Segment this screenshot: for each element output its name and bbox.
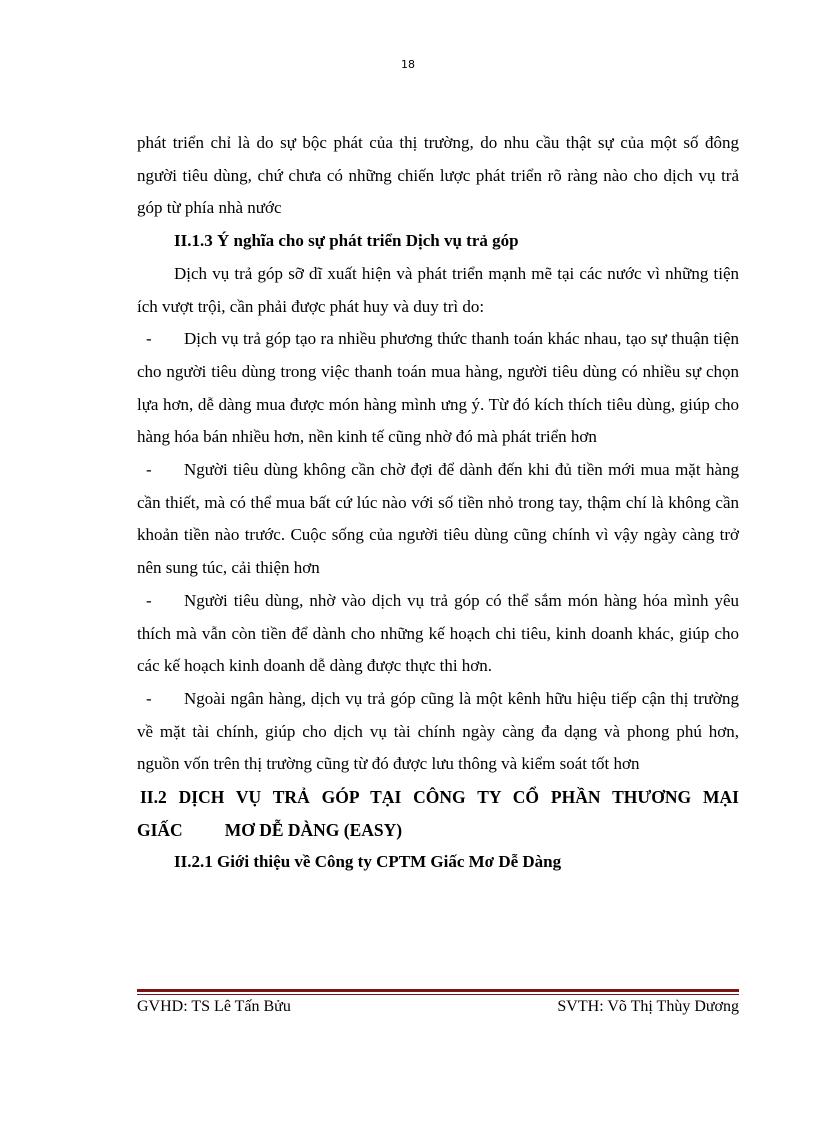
footer-student: SVTH: Võ Thị Thùy Dương <box>557 998 739 1015</box>
footer-supervisor: GVHD: TS Lê Tấn Bửu <box>137 998 291 1015</box>
bullet-item <box>137 683 739 781</box>
bullet-item <box>137 585 739 683</box>
section-heading-line2 <box>137 814 739 847</box>
lead-paragraph: Dịch vụ trả góp sỡ dĩ xuất hiện và phát triển mạnh mẽ tại các nước vì những tiện ích vượt trội, cần phải được phát huy và duy trì do: <box>137 263 739 316</box>
subheading-significance: II.1.3 Ý nghĩa cho sự phát triển Dịch vụ trả góp <box>174 231 519 251</box>
bullet-marker: - <box>146 329 152 349</box>
bullet-text: Dịch vụ trả góp tạo ra nhiều phương thức thanh toán khác nhau, tạo sự thuận tiện cho người tiêu dùng trong việc thanh toán mua hàng, người tiêu dùng có nhiều sự chọn lựa hơn, dễ dàng mua được món hàng mình ưng ý. Từ đó kích thích tiêu dùng, giúp cho hàng hóa bán nhiều hơn, nền kinh tế cũng nhờ đó mà phát triển hơn <box>137 329 739 447</box>
bullet-item <box>137 323 739 454</box>
bullet-item <box>137 454 739 585</box>
bullet-text: Người tiêu dùng, nhờ vào dịch vụ trả góp có thể sắm món hàng hóa mình yêu thích mà vẫn còn tiền để dành cho những kế hoạch chi tiêu, kinh doanh khác, giúp cho các kế hoạch kinh doanh dễ dàng được thực thi hơn. <box>137 590 739 676</box>
bullet-marker: - <box>146 590 152 610</box>
bullet-marker: - <box>146 460 152 480</box>
subheading-company-intro: II.2.1 Giới thiệu về Công ty CPTM Giấc Mơ Dễ Dàng <box>174 852 562 872</box>
page-footer <box>137 998 739 1016</box>
bullet-text: Ngoài ngân hàng, dịch vụ trả góp cũng là một kênh hữu hiệu tiếp cận thị trường về mặt tài chính, giúp cho dịch vụ tài chính ngày càng đa dạng và phong phú hơn, nguồn vốn trên thị trường cũng từ đó được lưu thông và kiểm soát tốt hơn <box>137 688 739 774</box>
section-heading-rest: MƠ DỄ DÀNG (EASY) <box>224 819 403 840</box>
bullet-marker: - <box>146 688 152 708</box>
intro-paragraph: phát triển chỉ là do sự bộc phát của thị trường, do nhu cầu thật sự của một số đông người tiêu dùng, chứ chưa có những chiến lược phát triển rõ ràng nào cho dịch vụ trả góp từ phía nhà nước <box>137 133 739 218</box>
document-body <box>137 127 739 879</box>
page-number: 18 <box>401 58 415 71</box>
section-heading <box>137 781 739 846</box>
section-heading-word: GIẤC <box>137 819 183 840</box>
footer-rule <box>137 989 739 992</box>
bullet-text: Người tiêu dùng không cần chờ đợi để dành đến khi đủ tiền mới mua mặt hàng cần thiết, mà có thể mua bất cứ lúc nào với số tiền nhỏ trong tay, thậm chí là không cần khoản tiền nào trước. Cuộc sống của người tiêu dùng cũng chính vì vậy ngày càng trở nên sung túc, cải thiện hơn <box>137 460 739 578</box>
section-heading-line1: II.2 DỊCH VỤ TRẢ GÓP TẠI CÔNG TY CỔ PHẦN THƯƠNG MẠI <box>140 787 739 808</box>
footer-rule-thin <box>137 994 739 995</box>
